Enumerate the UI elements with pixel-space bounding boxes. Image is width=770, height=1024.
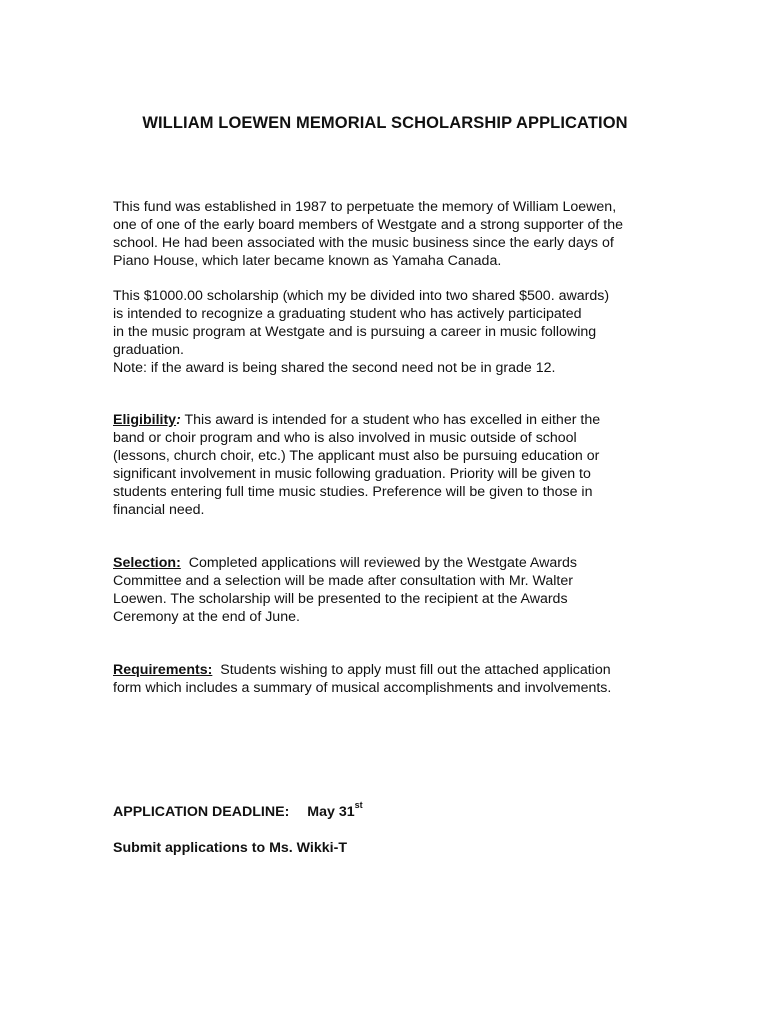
eligibility-colon: : [176, 412, 181, 428]
eligibility-line: significant involvement in music following graduation. Priority will be given to [113, 466, 591, 482]
eligibility-section [113, 411, 673, 519]
eligibility-label: Eligibility [113, 412, 177, 428]
selection-section [113, 554, 673, 626]
selection-first-line: Completed applications will reviewed by the Westgate Awards [180, 555, 577, 571]
deadline-label: APPLICATION DEADLINE: [113, 804, 290, 820]
requirements-section [113, 661, 673, 697]
selection-line: Loewen. The scholarship will be presented to the recipient at the Awards [113, 591, 568, 607]
award-line: graduation. [113, 342, 184, 358]
requirements-line: form which includes a summary of musical accomplishments and involvements. [113, 680, 612, 696]
intro-paragraph [113, 198, 673, 270]
intro-line: This fund was established in 1987 to perpetuate the memory of William Loewen, [113, 199, 617, 215]
intro-line: one of one of the early board members of Westgate and a strong supporter of the [113, 217, 624, 233]
deadline-value: May 31 [307, 804, 355, 820]
deadline-line [113, 800, 363, 820]
award-note: Note: if the award is being shared the second need not be in grade 12. [113, 360, 556, 376]
page-title: WILLIAM LOEWEN MEMORIAL SCHOLARSHIP APPLICATION [142, 114, 628, 132]
selection-line: Committee and a selection will be made after consultation with Mr. Walter [113, 573, 573, 589]
deadline-suffix: st [354, 800, 363, 811]
eligibility-line: financial need. [113, 502, 205, 518]
award-paragraph [113, 287, 673, 377]
award-line: This $1000.00 scholarship (which my be divided into two shared $500. awards) [113, 288, 610, 304]
selection-label: Selection: [113, 555, 181, 571]
eligibility-line: band or choir program and who is also involved in music outside of school [113, 430, 577, 446]
eligibility-line: students entering full time music studies. Preference will be given to those in [113, 484, 593, 500]
requirements-label: Requirements: [113, 662, 213, 678]
requirements-first-line: Students wishing to apply must fill out the attached application [212, 662, 611, 678]
award-line: in the music program at Westgate and is pursuing a career in music following [113, 324, 597, 340]
intro-line: Piano House, which later became known as Yamaha Canada. [113, 253, 502, 269]
award-line: is intended to recognize a graduating student who has actively participated [113, 306, 582, 322]
eligibility-line: (lessons, church choir, etc.) The applicant must also be pursuing education or [113, 448, 600, 464]
submit-instructions: Submit applications to Ms. Wikki-T [113, 840, 347, 856]
intro-line: school. He had been associated with the music business since the early days of [113, 235, 614, 251]
eligibility-first-line: This award is intended for a student who has excelled in either the [180, 412, 601, 428]
selection-line: Ceremony at the end of June. [113, 609, 300, 625]
